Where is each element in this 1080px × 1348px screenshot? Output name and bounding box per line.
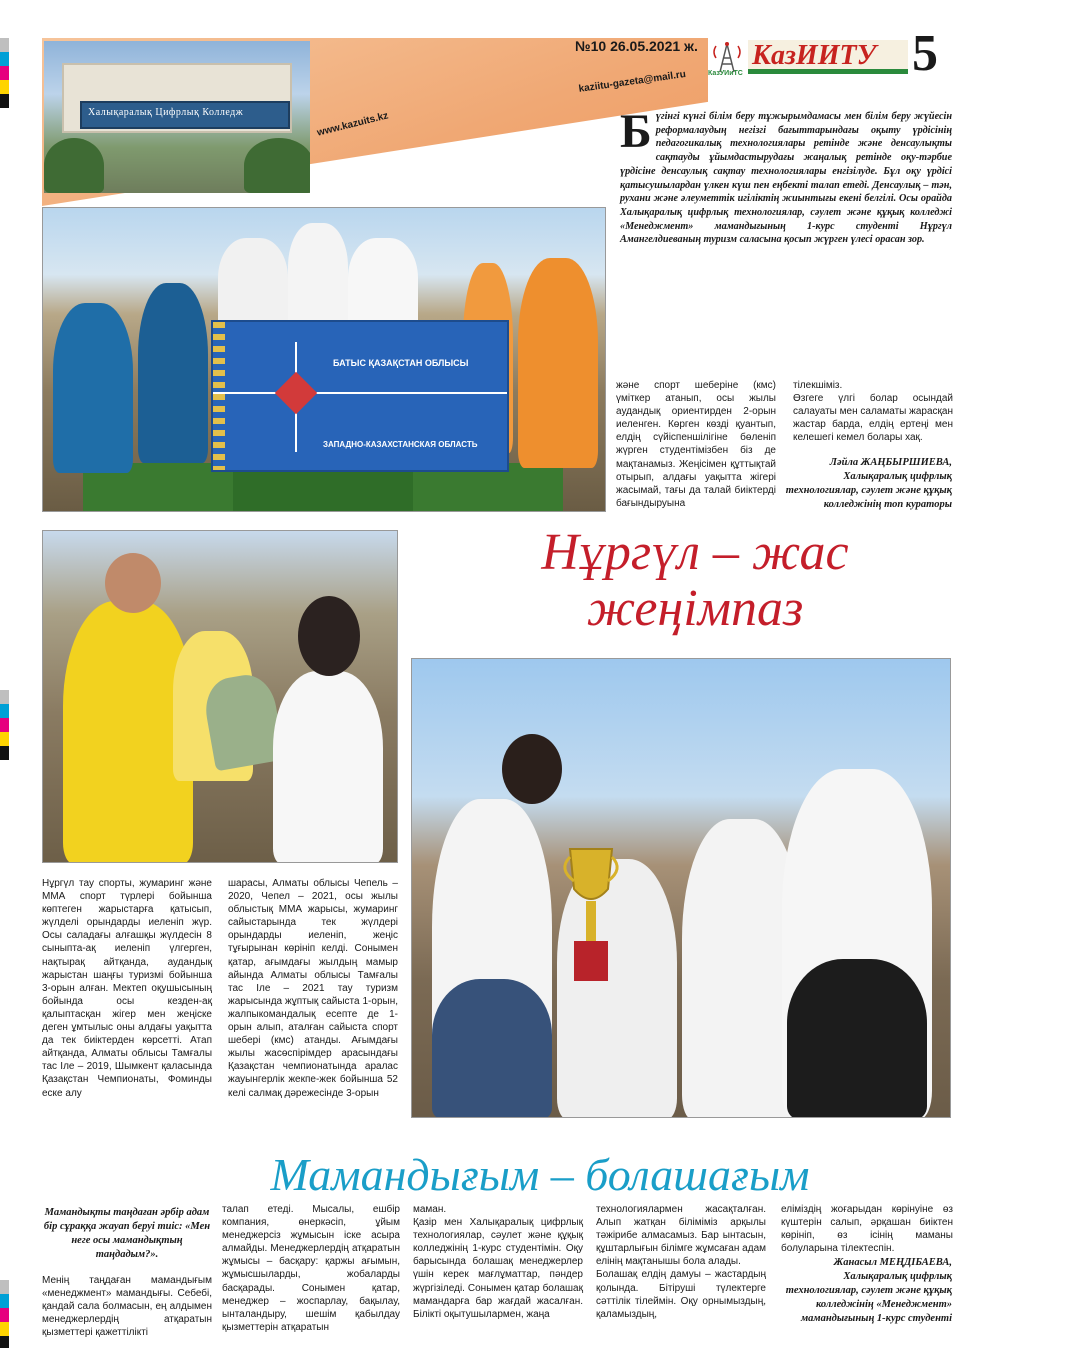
building-sign: Халықаралық Цифрлық Колледж [88,107,244,118]
article2-col4: технологиялармен жасақталған. Алып жатқан біліміміз арқылы тәжірибе алмасамыз. Бар ынтасын, құштарлығын білімге жұмсаған адам елінің мақтанышы бола алады. Болашақ елдің дамуы – жастардың қолында. Бітіруші түлектерге сәттілік тілеймін. Оқу орнымыздың, қаламыздың, [596,1204,766,1320]
page-number: 5 [912,25,938,82]
article-intro [620,105,952,247]
newspaper-logo [708,38,908,80]
website-url[interactable]: www.kazuits.kz [316,110,390,139]
article2-col5: еліміздің жоғарыдан көрінуіне өз күштерін салып, әрқашан биіктен көрініп, өз ісінің маманы болуларына тілектеспін. [781,1204,953,1255]
article2-col3: маман. Қазір мен Халықаралық цифрлық технологиялар, сәулет және құқық колледжінің 1-курс студентімін. Оқу барысында болашақ менеджерлер үшін керек мағлұматтар, пәндер жүргізіледі. Сонымен қатар болашақ мамандарға бар жағдай жасалған. Білікті оқытушылармен, жаңа [413,1204,583,1320]
article2-col2: талап етеді. Мысалы, ешбір компания, өнеркәсіп, ұйым менеджерсіз жұмысын іске асыра алмайды. Менеджерлердің атқаратын жұмысы – басқару: қаржы ағымын, жұмысшыларды, жобаларды басқарады. Сонымен қатар, менеджер – жоспарлау, бақылау, ынталандыру, шешім қабылдау қызметтерін атқаратын [222,1204,400,1333]
logo-text: КазИИТУ [748,40,908,74]
article1-body-col2: шарасы, Алматы облысы Чепель – 2020, Чепел – 2021, осы жылы облыстық ММА жарысы, жумаринг сайыстарында тек жүлдері орындарды иеленіп, жеңіс тұғырынан көрініп келді. Сонымен қатар, ағымдағы жылдың мамыр айында Алматы облысы Тамғалы тас Іле – 2021 тау туризм жарысында жұптық сайыста 1-орын, жалпыкомандалық есепте де 1-орын алып, аталған сайыста спорт шебері (кмс) атанды. Ағымдағы жылы жасөспірімдер арасындағы Қазақстан чемпионатында аралас жауынгерлік жекпе-жек бойынша 52 келі салмақ дәрежесінде 3-орын [228,878,398,1099]
drop-cap: Б [620,105,652,158]
article1-right-col1: және спорт шеберіне (кмс) үміткер атанып, осы жылы аудандық ориентирден 2-орын иеленген. Көрген көзді қуантып, елдің сүйіспеншілігіне бөленіп жүрген студентімізбен біз де мақтанамыз. Жеңісімен құттықтай отырып, алдағы уақытта жігері жасымай, тағы да талай биіктерді бағындыруына [616,380,776,509]
article2-headline: Мамандығым – болашағым [270,1149,810,1200]
team-flag-photo [42,207,606,512]
flag-text-kazakh: БАТЫС ҚАЗАҚСТАН ОБЛЫСЫ [333,358,469,368]
email-address[interactable]: kaziitu-gazeta@mail.ru [578,68,687,95]
registration-marks-top [0,38,9,108]
logo-subtitle: КазУИиТС [708,70,743,77]
registration-marks-middle [0,690,9,760]
registration-marks-bottom [0,1280,9,1348]
regional-flag [211,320,509,472]
college-building-photo [44,41,310,193]
trophy-icon [562,839,620,989]
article1-body-col1: Нұргүл тау спорты, жумаринг және ММА спорт түрлері бойынша көптеген жарыстарға қатысып, жүлделі орындарды иеленіп жүр. Осы саладағы алғашқы жүлдесін 8 сыныпта-ақ иеленіп үлгерген, нақтырақ айтқанда, аудандық жарыстан шаңғы туризмі бойынша 3-орын алған. Мектеп оқушысының бойында осы кезден-ақ қалыптасқан жігер мен жеңіске деген ұмтылыс оны алдағы уақытта да тек биіктерден көрсетті. Атап айтқанда, Алматы облысы Тамғалы тас Іле – 2019, Шымкент қаласында Қазақстан Чемпионаты, Фоминды еске алу [42,878,212,1099]
flag-text-russian: ЗАПАДНО-КАЗАХСТАНСКАЯ ОБЛАСТЬ [323,440,478,449]
award-handshake-photo [42,530,398,863]
article-headline: Нұргүл – жас жеңімпаз [541,524,849,637]
students-trophy-photo [411,658,951,1118]
article2-signature: Жанасыл МЕҢДІБАЕВА, Халықаралық цифрлық технологиялар, сәулет және құқық колледжінің «Менеджмент» мамандығының 1-курс студенті [785,1257,952,1324]
article2-col1: Менің таңдаған мамандығым «менеджмент» мамандығы. Себебі, қандай сала болмасын, ең алдымен менеджерлердің атқаратын қызметтері қажеттілікті [42,1275,212,1339]
intro-text: үгінгі күнгі білім беру тұжырымдамасы мен білім беру жүйесін реформалаудың негізгі бағыттарындағы оқыту үрдісінің педагогикалық технологиялары ретінде және денсаулықты сақтауды ұйымдастырудағы жаңалық ретінде оқу-тәрбие үрдісіне денсаулық сақтау технологиялары енгізілуде. Бұл оқу үрдісі қатысушылардан үлкен күш пен еңбекті талап етеді. Денсаулық – тән, рухани және әлеуметтік игіліктің жиынтығы екені белгілі. Осы орайда Халықаралық цифрлық технологиялар, сәулет және құқық колледжі «Менеджмент» мамандығының 1-курс студенті Нұргүл Амангелдиеваның туризм саласына қосып жүрген үлесі орасан зор. [620,111,952,246]
article2-lead: Мамандықты таңдаған әрбір адам бір сұраққа жауап беруі тиіс: «Мен неге осы мамандықтың таңдадым?». [43,1207,211,1260]
article1-right-col2: тілекшіміз. Өзгеге үлгі болар осындай салауаты мен саламаты жарасқан жастар барда, елдің ертеңі мен келешегі кемел болары хақ. [793,380,953,444]
issue-date: №10 26.05.2021 ж. [575,38,698,54]
article1-signature: Ләйла ЖАҢБЫРШИЕВА, Халықаралық цифрлық технологиялар, сәулет және құқық колледжінің топ кураторы [785,457,952,510]
